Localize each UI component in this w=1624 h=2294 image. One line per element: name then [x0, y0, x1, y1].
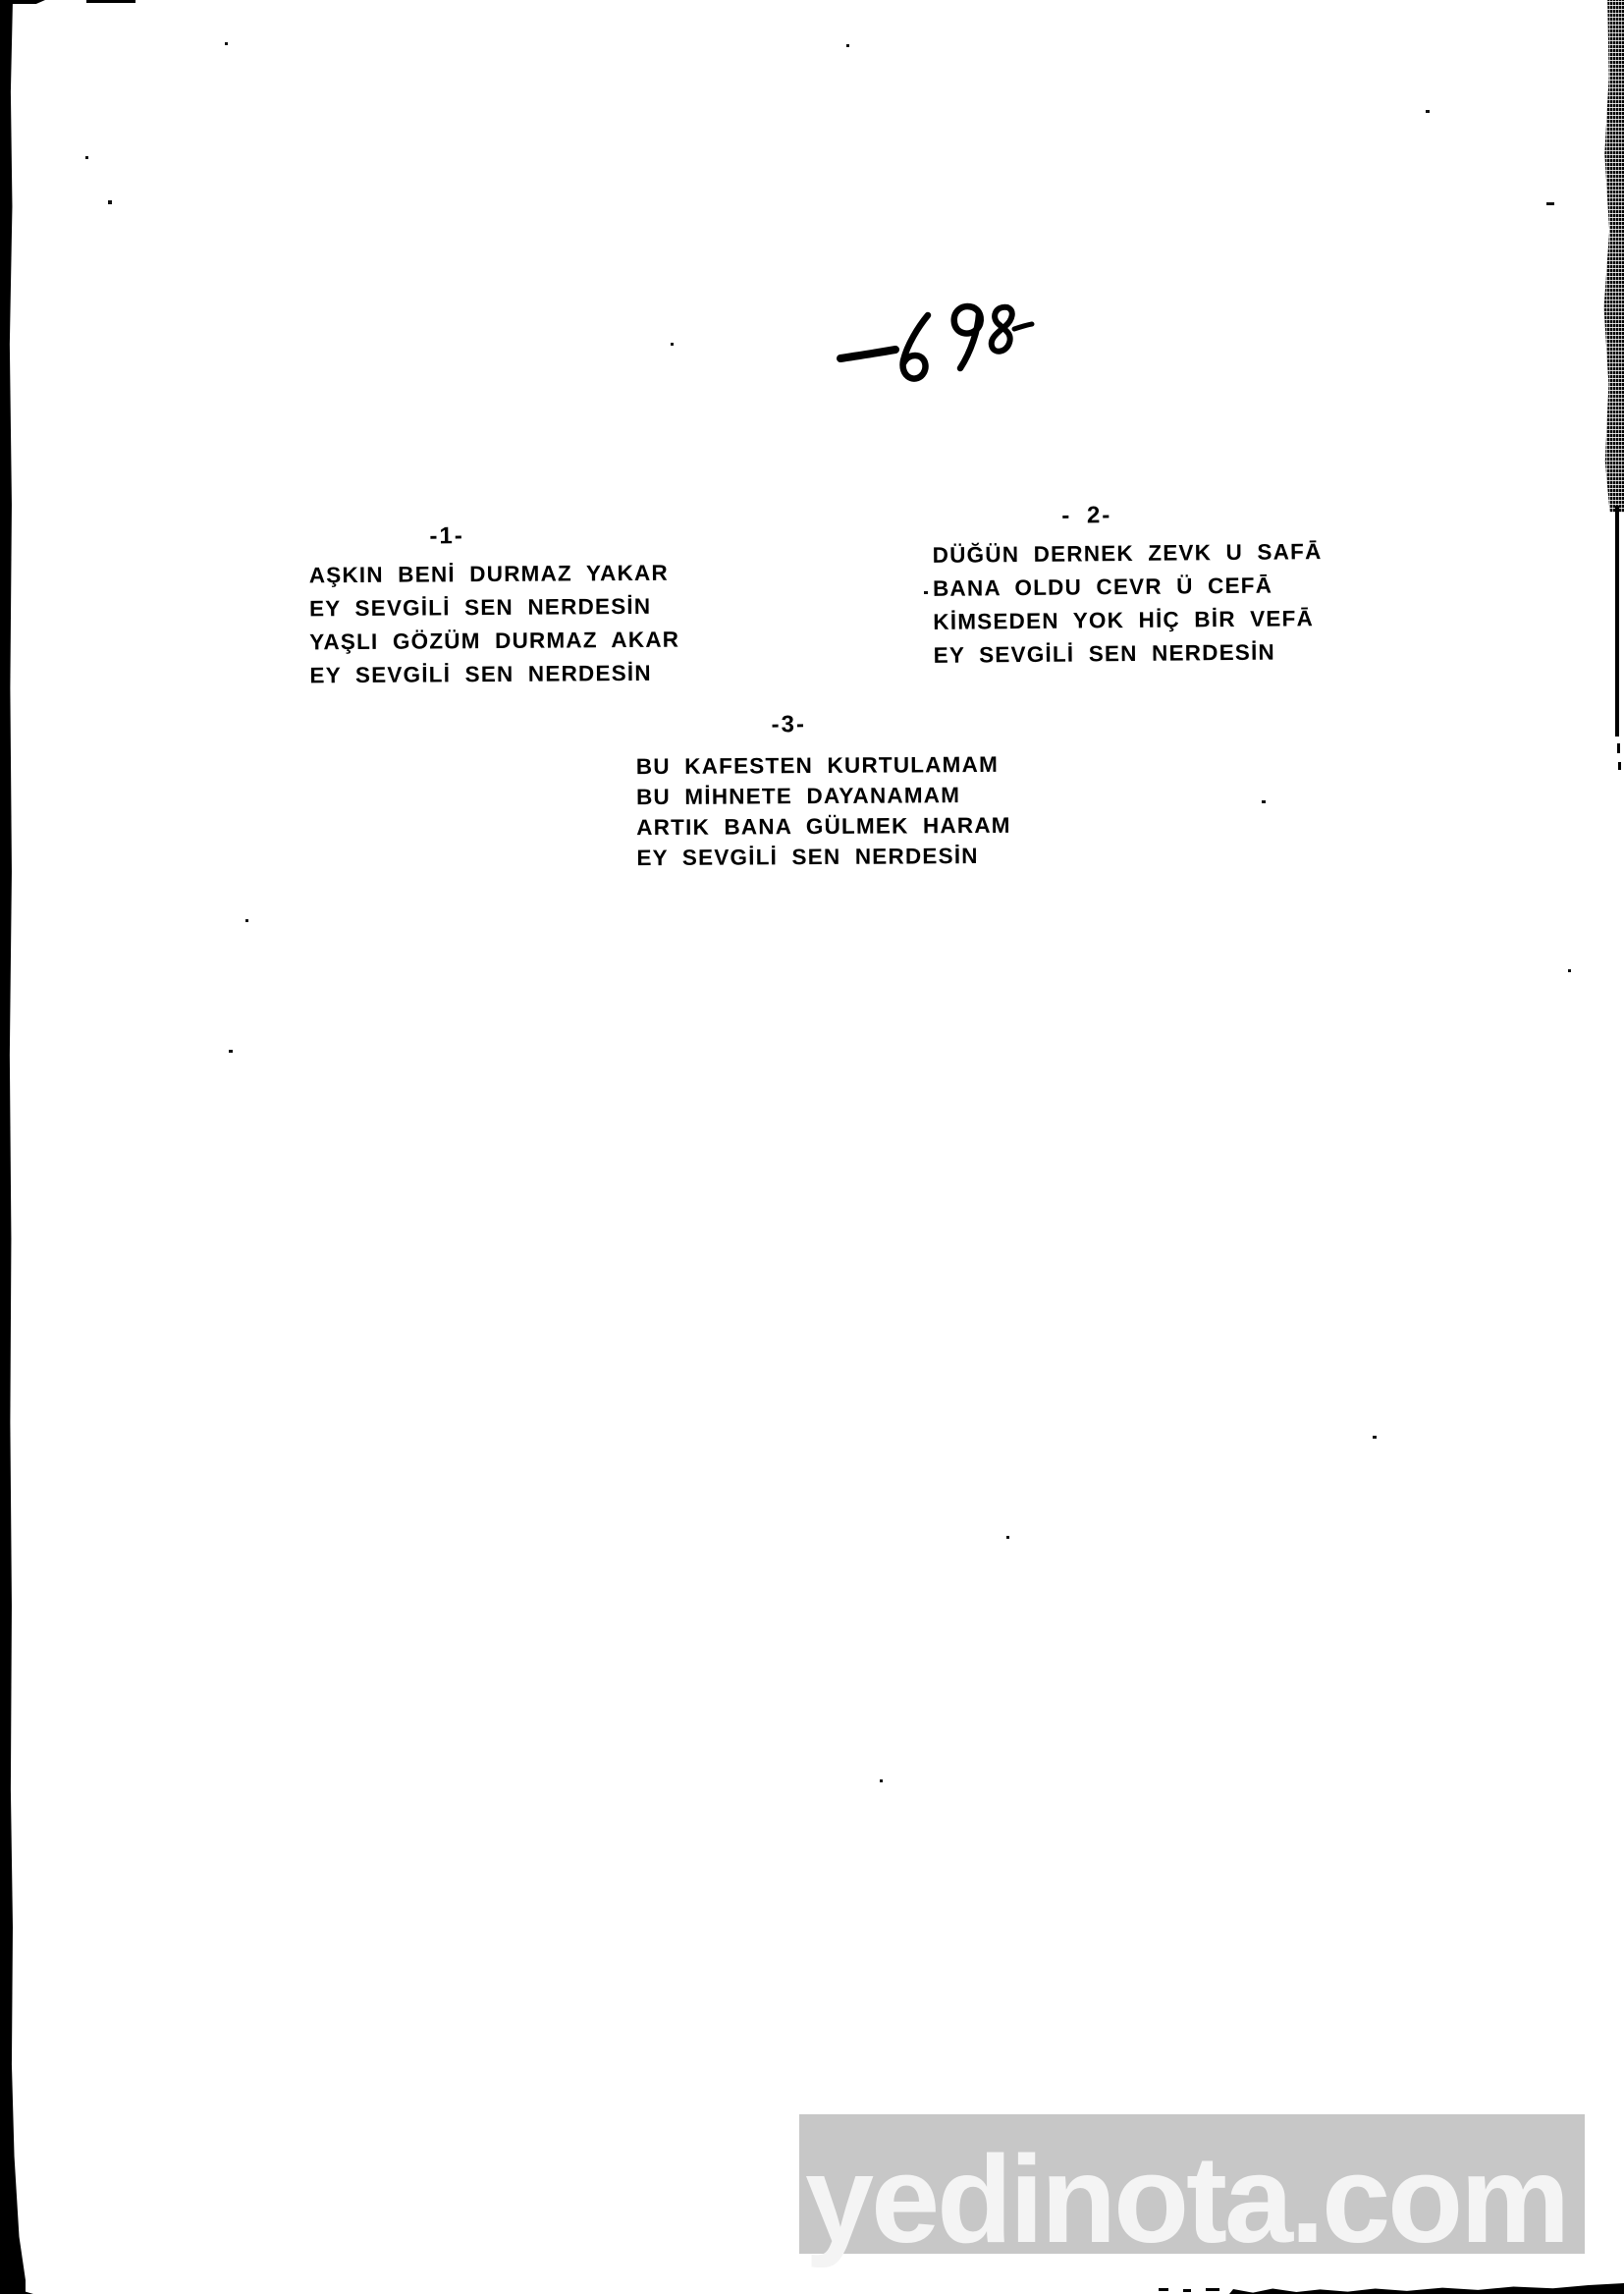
scan-edge-bottom-speck	[1183, 2289, 1191, 2292]
scan-speck	[671, 343, 674, 346]
scan-speck	[1568, 969, 1571, 972]
scan-speck	[1426, 110, 1430, 113]
stanza-3-line-1: BU KAFESTEN KURTULAMAM	[635, 751, 1000, 780]
stanza-1-line-3: YAŞLI GÖZÜM DURMAZ AKAR	[309, 627, 680, 655]
scan-edge-right-line	[1615, 506, 1619, 737]
handwriting-digit-6	[903, 315, 928, 379]
scan-edge-bottom-bar	[1229, 2283, 1624, 2294]
stanza-3-number: -3-	[771, 711, 807, 738]
handwriting-digit-9-tail	[960, 314, 979, 368]
scan-speck	[1006, 1536, 1009, 1539]
scan-speck	[108, 200, 112, 204]
handwriting-end-dash	[1014, 324, 1032, 329]
scan-speck	[1373, 1436, 1377, 1439]
stanza-2-line-4: EY SEVGİLİ SEN NERDESİN	[933, 639, 1276, 668]
stanza-2	[932, 497, 1323, 673]
handwriting-dash	[840, 350, 895, 358]
stanza-3-line-2: BU MİHNETE DAYANAMAM	[635, 783, 961, 810]
scan-edge-right-dash	[1618, 762, 1621, 770]
stanza-2-line-2: BANA OLDU CEVR Ü CEFĀ	[932, 573, 1273, 601]
handwriting-digit-8	[992, 307, 1012, 352]
stanza-1-line-4: EY SEVGİLİ SEN NERDESİN	[309, 660, 652, 688]
stanza-3-line-3: ARTIK BANA GÜLMEK HARAM	[636, 812, 1011, 841]
stanza-1	[308, 519, 679, 693]
stanza-2-number: - 2-	[1061, 502, 1112, 529]
scan-speck	[924, 591, 928, 594]
stanza-3	[635, 707, 1011, 873]
scan-speck	[229, 1050, 233, 1053]
handwritten-page-number	[828, 280, 1044, 388]
scan-speck	[846, 44, 849, 47]
scan-edge-left-strip	[0, 0, 26, 2294]
scan-speck	[225, 42, 228, 45]
stanza-1-line-1: AŞKIN BENİ DURMAZ YAKAR	[308, 560, 670, 588]
stanza-2-line-3: KİMSEDEN YOK HİÇ BİR VEFĀ	[933, 606, 1315, 634]
scan-edge-right-dash	[1617, 743, 1620, 753]
stanza-2-line-1: DÜĞÜN DERNEK ZEVK U SAFĀ	[932, 539, 1323, 568]
scan-edge-top-mark	[86, 0, 135, 3]
scan-edge-bottom-speck	[1159, 2288, 1168, 2291]
stanza-1-number: -1-	[429, 522, 464, 550]
stanza-1-line-2: EY SEVGİLİ SEN NERDESİN	[308, 593, 652, 622]
scan-speck	[245, 919, 248, 922]
scan-edge-bottom-speck	[1206, 2288, 1219, 2291]
stanza-3-line-4: EY SEVGİLİ SEN NERDESİN	[636, 844, 979, 871]
scan-speck	[1546, 202, 1554, 205]
scan-edge-top-mark	[0, 0, 45, 4]
scan-speck	[85, 156, 88, 159]
watermark-text: yedinota.com	[805, 2130, 1568, 2268]
scan-edge-right-noise	[1600, 0, 1624, 513]
scan-speck	[1262, 800, 1266, 803]
scan-speck	[880, 1779, 883, 1782]
